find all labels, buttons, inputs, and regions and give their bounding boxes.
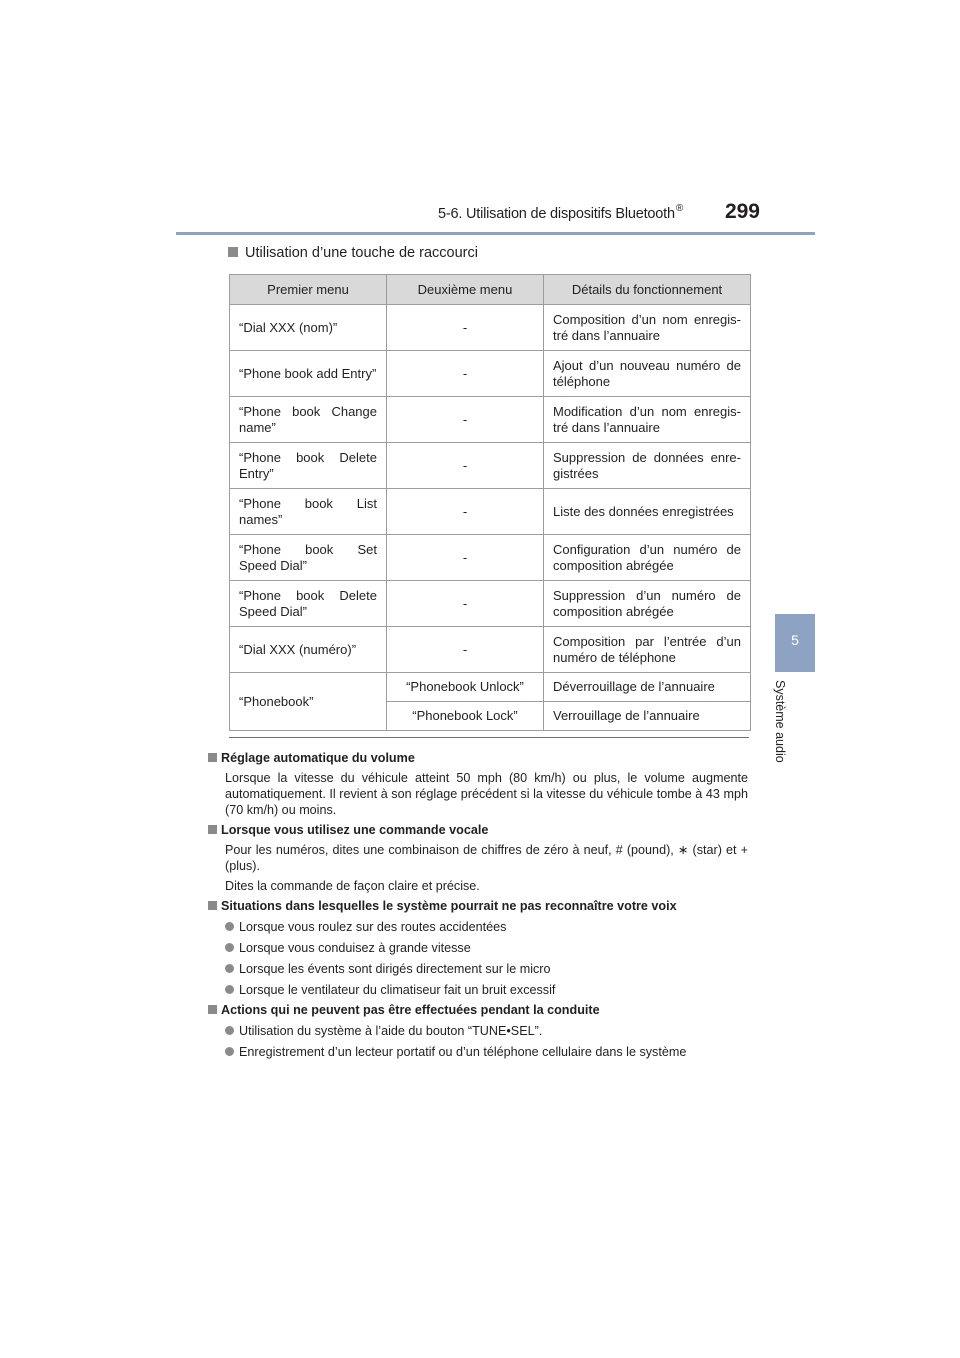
second-menu-cell: -	[387, 351, 544, 397]
list-item: Lorsque vous roulez sur des routes accidentées	[225, 919, 748, 935]
first-menu-cell: “Phone book Set Speed Dial”	[230, 535, 387, 581]
round-bullet-icon	[225, 964, 234, 973]
second-menu-cell: “Phonebook Unlock”	[387, 673, 544, 702]
details-cell: Modification d’un nom enregis-tré dans l’annuaire	[544, 397, 751, 443]
table-header: Détails du fonctionnement	[544, 275, 751, 305]
table-row	[230, 305, 751, 351]
chapter-tab-label: Système audio	[773, 680, 787, 763]
round-bullet-icon	[225, 922, 234, 931]
table-row	[230, 581, 751, 627]
list-item: Lorsque vous conduisez à grande vitesse	[225, 940, 748, 956]
chapter-tab: 5	[775, 614, 815, 672]
details-cell: Composition par l’entrée d’un numéro de téléphone	[544, 627, 751, 673]
table-header: Premier menu	[230, 275, 387, 305]
second-menu-cell: -	[387, 535, 544, 581]
first-menu-cell: “Dial XXX (nom)”	[230, 305, 387, 351]
first-menu-cell: “Phonebook”	[230, 673, 387, 731]
second-menu-cell: -	[387, 305, 544, 351]
table-row	[230, 397, 751, 443]
note-text: Dites la commande de façon claire et précise.	[225, 879, 480, 893]
list-item: Lorsque le ventilateur du climatiseur fait un bruit excessif	[225, 982, 748, 998]
square-bullet-icon	[208, 1005, 217, 1014]
second-menu-cell: -	[387, 397, 544, 443]
details-cell: Déverrouillage de l’annuaire	[544, 673, 751, 702]
details-cell: Liste des données enregistrées	[544, 489, 751, 535]
round-bullet-icon	[225, 1047, 234, 1056]
list-item: Lorsque les évents sont dirigés directement sur le micro	[225, 961, 748, 977]
note-heading: Situations dans lesquelles le système pourrait ne pas reconnaître votre voix	[208, 898, 748, 914]
second-menu-cell: -	[387, 627, 544, 673]
first-menu-cell: “Phone book Delete Entry”	[230, 443, 387, 489]
note-heading: Actions qui ne peuvent pas être effectuées pendant la conduite	[208, 1002, 748, 1018]
section-title: Utilisation d’une touche de raccourci	[228, 245, 478, 261]
round-bullet-icon	[225, 985, 234, 994]
page-header	[438, 200, 760, 230]
table-row	[230, 627, 751, 673]
first-menu-cell: “Phone book Change name”	[230, 397, 387, 443]
details-cell: Composition d’un nom enregis-tré dans l’annuaire	[544, 305, 751, 351]
table-row	[230, 673, 751, 702]
list-item: Utilisation du système à l’aide du bouton “TUNE•SEL”.	[225, 1023, 748, 1039]
table-row	[230, 351, 751, 397]
header-rule	[176, 232, 815, 235]
note-heading: Réglage automatique du volume	[208, 750, 748, 766]
square-bullet-icon	[208, 825, 217, 834]
first-menu-cell: “Phone book Delete Speed Dial”	[230, 581, 387, 627]
details-cell: Ajout d’un nouveau numéro de téléphone	[544, 351, 751, 397]
note-text: Lorsque la vitesse du véhicule atteint 50 mph (80 km/h) ou plus, le volume augmente automatiquement. Il revient à son réglage précédent si la vitesse du véhicule tombe à 43 mph (70 km/h) ou moins.	[225, 771, 748, 817]
divider	[229, 737, 749, 738]
round-bullet-icon	[225, 1026, 234, 1035]
chapter-title: 5-6. Utilisation de dispositifs Bluetooth®	[438, 203, 683, 222]
second-menu-cell: -	[387, 581, 544, 627]
note-heading: Lorsque vous utilisez une commande vocale	[208, 822, 748, 838]
second-menu-cell: -	[387, 489, 544, 535]
note-text: Pour les numéros, dites une combinaison de chiffres de zéro à neuf, # (pound), ∗ (star) et + (plus).	[225, 843, 748, 873]
first-menu-cell: “Phone book List names”	[230, 489, 387, 535]
list-item: Enregistrement d’un lecteur portatif ou d’un téléphone cellulaire dans le système	[225, 1044, 748, 1060]
table-header: Deuxième menu	[387, 275, 544, 305]
second-menu-cell: -	[387, 443, 544, 489]
details-cell: Configuration d’un numéro de composition abrégée	[544, 535, 751, 581]
table-row	[230, 535, 751, 581]
square-bullet-icon	[208, 901, 217, 910]
page-number: 299	[724, 200, 760, 223]
details-cell: Suppression d’un numéro de composition abrégée	[544, 581, 751, 627]
second-menu-cell: “Phonebook Lock”	[387, 702, 544, 731]
table-row	[230, 443, 751, 489]
details-cell: Suppression de données enre-gistrées	[544, 443, 751, 489]
notes-section	[208, 746, 748, 1060]
square-bullet-icon	[228, 247, 238, 257]
table-row	[230, 489, 751, 535]
first-menu-cell: “Dial XXX (numéro)”	[230, 627, 387, 673]
first-menu-cell: “Phone book add Entry”	[230, 351, 387, 397]
square-bullet-icon	[208, 753, 217, 762]
round-bullet-icon	[225, 943, 234, 952]
registered-mark: ®	[675, 203, 683, 214]
details-cell: Verrouillage de l’annuaire	[544, 702, 751, 731]
shortcut-table	[229, 274, 751, 731]
